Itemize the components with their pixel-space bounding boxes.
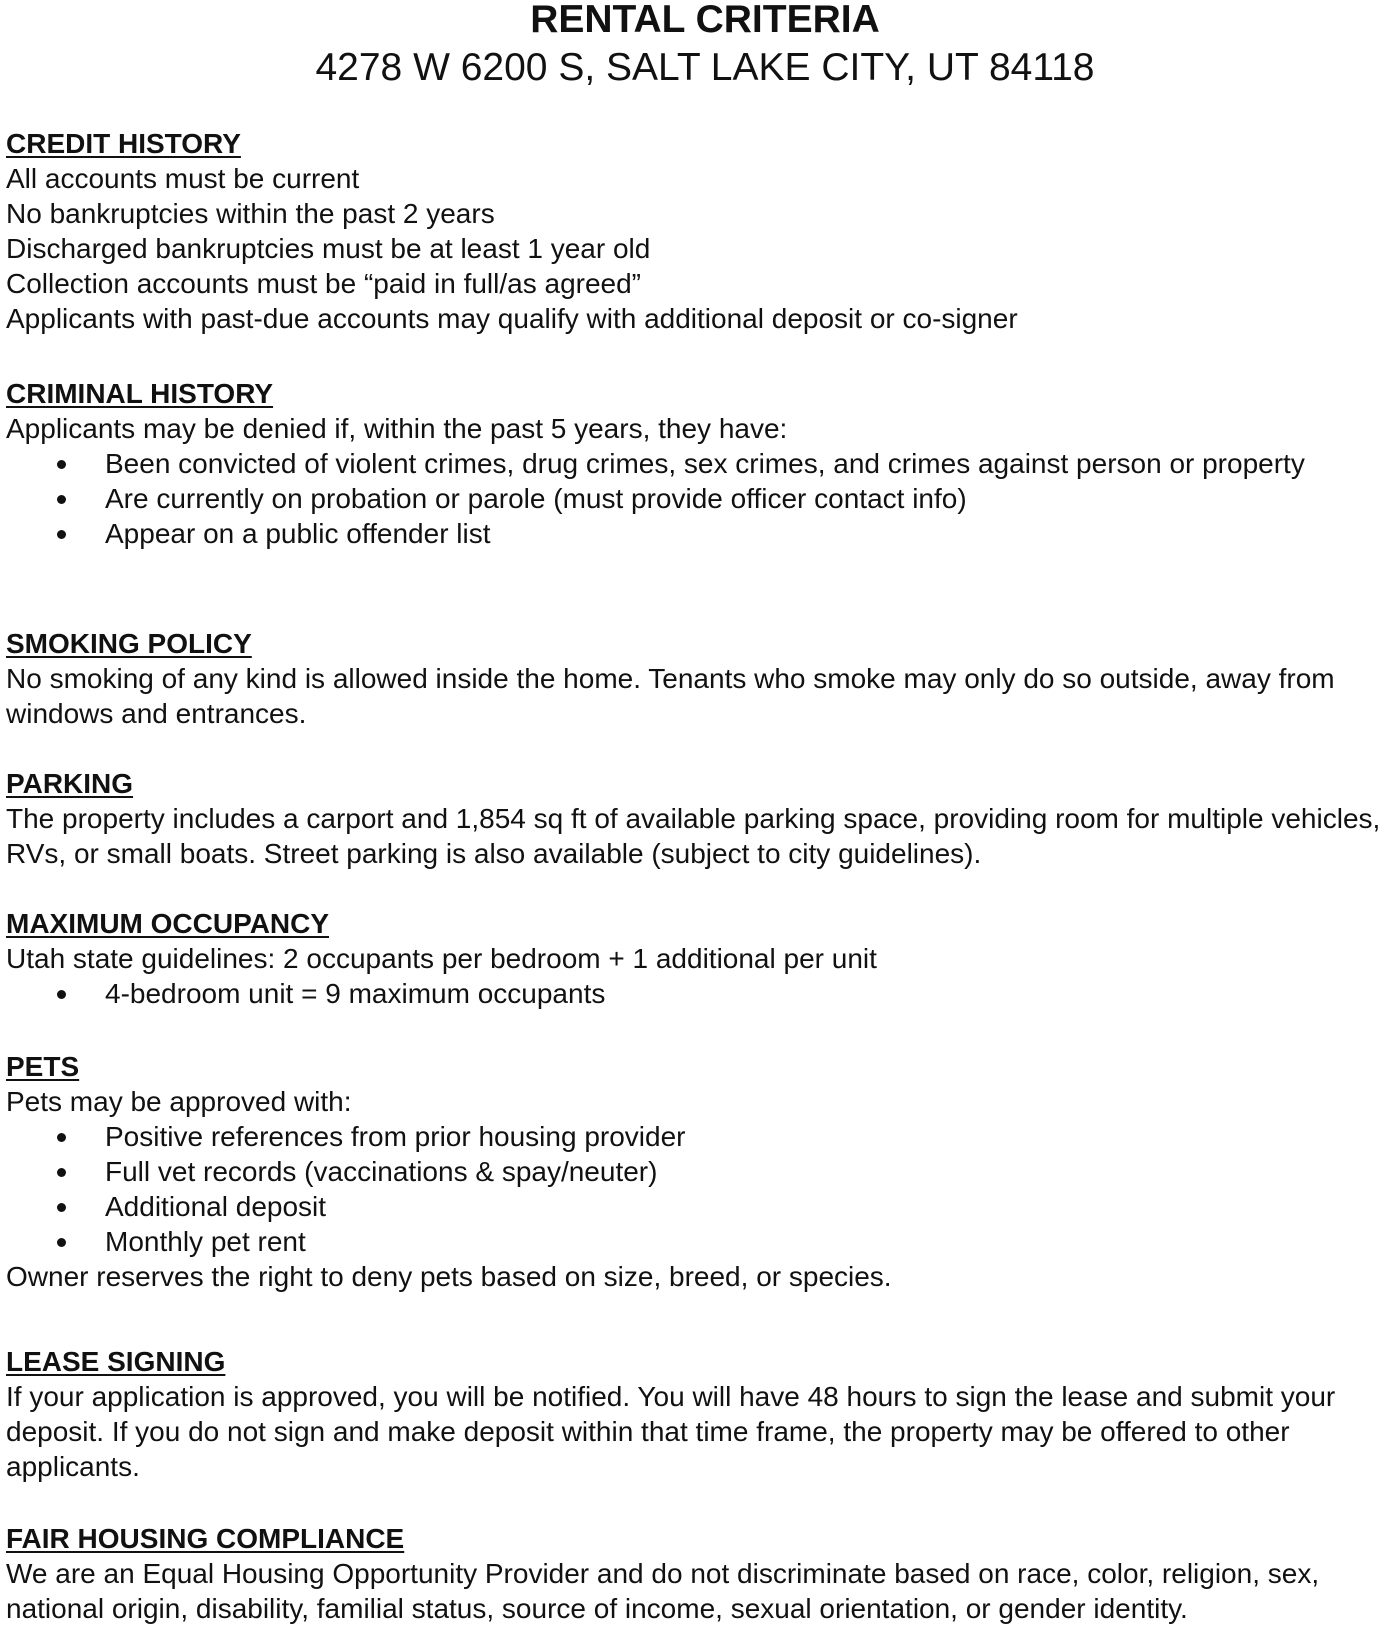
- bullet-icon: [57, 460, 66, 469]
- list-item: Full vet records (vaccinations & spay/neuter): [6, 1154, 1392, 1189]
- bullet-icon: [57, 990, 66, 999]
- criminal-intro: Applicants may be denied if, within the past 5 years, they have:: [6, 413, 788, 444]
- fair-housing-text: We are an Equal Housing Opportunity Provider and do not discriminate based on race, color, religion, sex, national origin, disability, familial status, source of income, sexual orientation, or gender identity.: [6, 1558, 1320, 1624]
- lease-signing-text: If your application is approved, you will be notified. You will have 48 hours to sign the lease and submit your deposit. If you do not sign and make deposit within that time frame, the property may be offered to other applicants.: [6, 1381, 1336, 1482]
- list-item: Appear on a public offender list: [6, 516, 1392, 551]
- parking-section: [6, 766, 1392, 871]
- pets-intro: Pets may be approved with:: [6, 1086, 352, 1117]
- bullet-icon: [57, 1168, 66, 1177]
- criminal-history-heading: CRIMINAL HISTORY: [6, 378, 274, 409]
- property-address: 4278 W 6200 S, SALT LAKE CITY, UT 84118: [315, 46, 1095, 89]
- lease-signing-heading: LEASE SIGNING: [6, 1346, 226, 1377]
- max-occupancy-heading: MAXIMUM OCCUPANCY: [6, 908, 330, 939]
- credit-line: Applicants with past-due accounts may qualify with additional deposit or co-signer: [6, 303, 1018, 334]
- bullet-icon: [57, 530, 66, 539]
- smoking-policy-heading: SMOKING POLICY: [6, 628, 252, 659]
- list-item: Monthly pet rent: [6, 1224, 1392, 1259]
- occupancy-bullet-list: [6, 976, 1392, 1011]
- fair-housing-heading: FAIR HOUSING COMPLIANCE: [6, 1523, 405, 1554]
- criminal-history-section: [6, 376, 1392, 551]
- pets-section: [6, 1049, 1392, 1294]
- bullet-icon: [57, 495, 66, 504]
- credit-line: All accounts must be current: [6, 163, 360, 194]
- lease-signing-section: [6, 1344, 1392, 1484]
- bullet-icon: [57, 1203, 66, 1212]
- bullet-icon: [57, 1238, 66, 1247]
- list-item: Are currently on probation or parole (must provide officer contact info): [6, 481, 1392, 516]
- credit-line: No bankruptcies within the past 2 years: [6, 198, 495, 229]
- fair-housing-section: [6, 1521, 1392, 1626]
- document-title: RENTAL CRITERIA: [530, 0, 880, 41]
- pets-note: Owner reserves the right to deny pets based on size, breed, or species.: [6, 1261, 892, 1292]
- list-item: Additional deposit: [6, 1189, 1392, 1224]
- smoking-policy-text: No smoking of any kind is allowed inside the home. Tenants who smoke may only do so outside, away from windows and entrances.: [6, 663, 1335, 729]
- list-item: 4-bedroom unit = 9 maximum occupants: [6, 976, 1392, 1011]
- criminal-bullet-list: [6, 446, 1392, 551]
- list-item: Been convicted of violent crimes, drug crimes, sex crimes, and crimes against person or property: [6, 446, 1315, 481]
- credit-history-section: [6, 126, 1392, 336]
- smoking-policy-section: [6, 626, 1392, 731]
- pets-bullet-list: [6, 1119, 1392, 1259]
- occupancy-intro: Utah state guidelines: 2 occupants per bedroom + 1 additional per unit: [6, 943, 877, 974]
- credit-line: Collection accounts must be “paid in full/as agreed”: [6, 268, 642, 299]
- parking-heading: PARKING: [6, 768, 134, 799]
- max-occupancy-section: [6, 906, 1392, 1011]
- bullet-icon: [57, 1133, 66, 1142]
- list-item: Positive references from prior housing provider: [6, 1119, 1392, 1154]
- credit-line: Discharged bankruptcies must be at least 1 year old: [6, 233, 651, 264]
- credit-history-heading: CREDIT HISTORY: [6, 128, 241, 159]
- parking-text: The property includes a carport and 1,854 sq ft of available parking space, providing room for multiple vehicles, RVs, or small boats. Street parking is also available (subject to city guidelines).: [6, 803, 1381, 869]
- pets-heading: PETS: [6, 1051, 80, 1082]
